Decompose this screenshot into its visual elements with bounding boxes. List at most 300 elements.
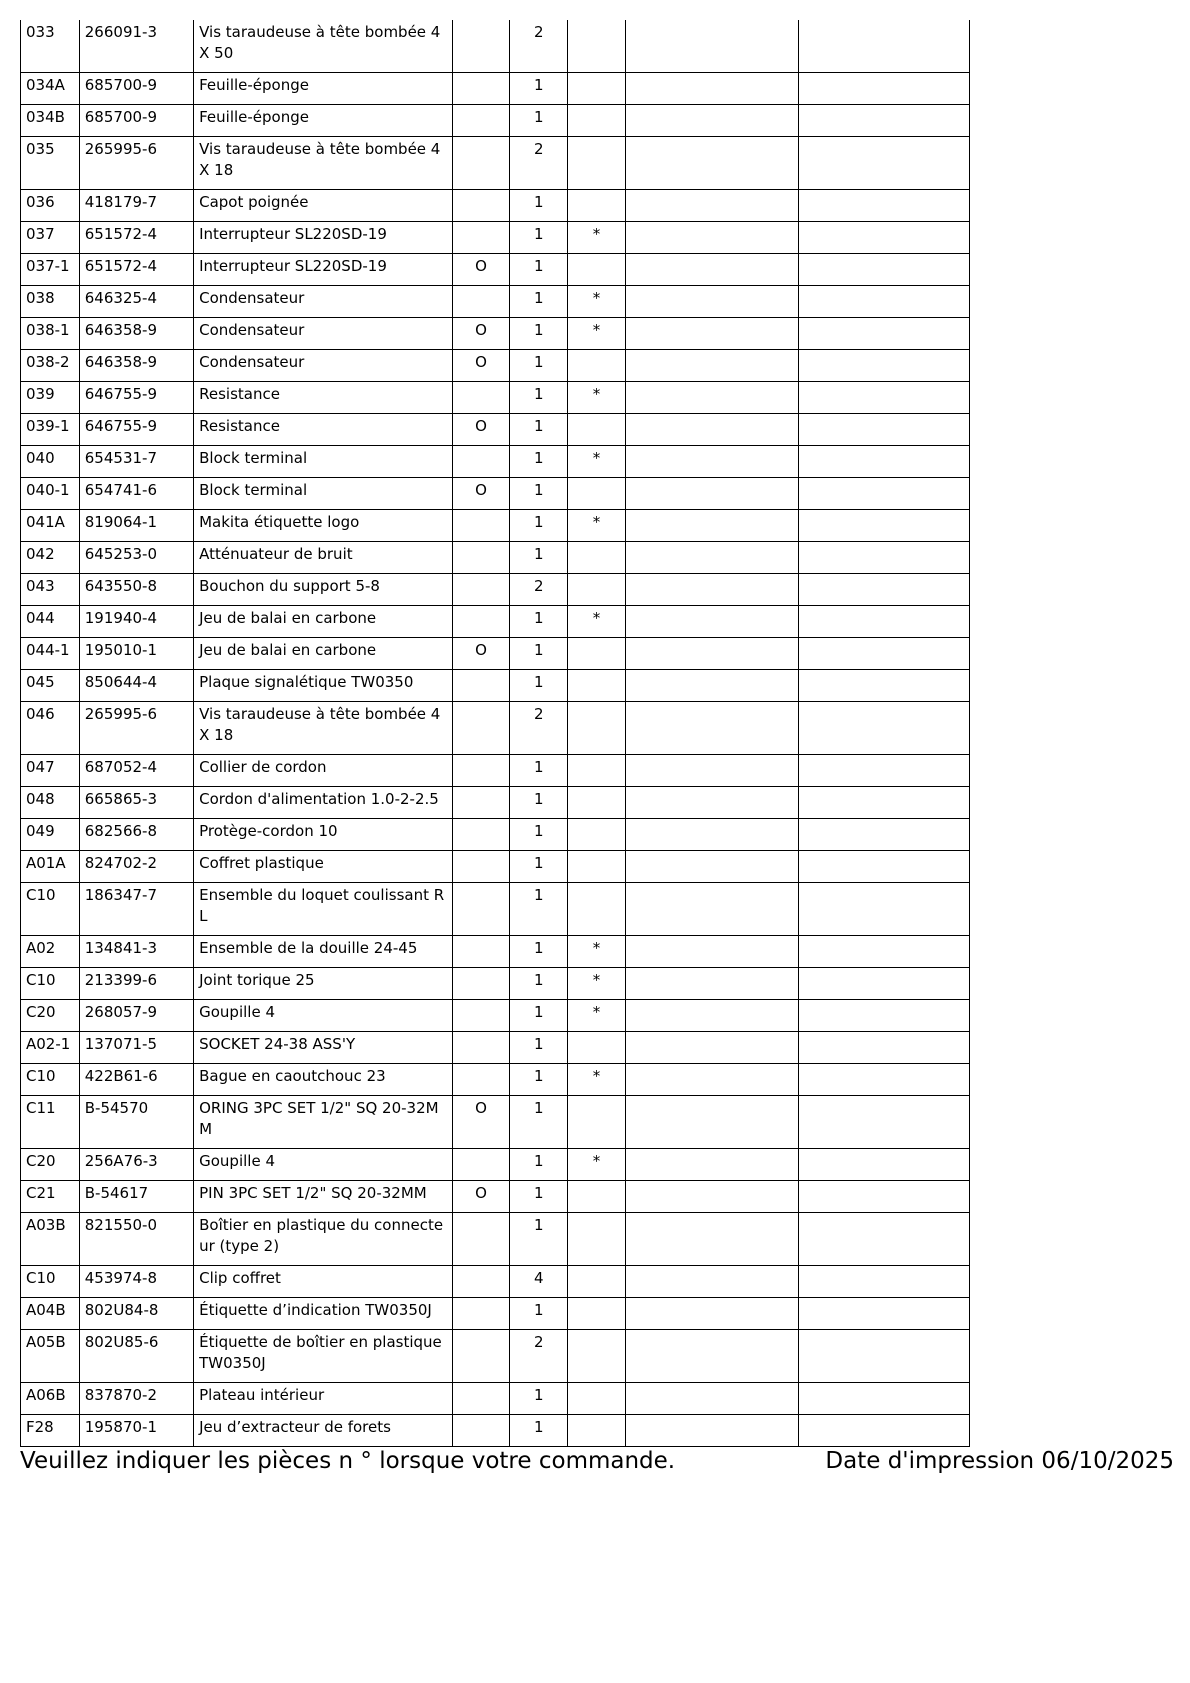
part-star-cell — [568, 670, 626, 702]
part-index-cell: 035 — [21, 137, 80, 190]
table-row — [21, 446, 970, 478]
blank-cell — [798, 542, 969, 574]
blank-cell — [625, 318, 798, 350]
part-reference-cell: 802U84-8 — [79, 1298, 193, 1330]
part-quantity-cell: 1 — [510, 1000, 568, 1032]
table-row — [21, 819, 970, 851]
part-mark-cell — [452, 446, 510, 478]
part-star-cell — [568, 20, 626, 73]
part-mark-cell — [452, 1149, 510, 1181]
part-mark-cell: O — [452, 478, 510, 510]
blank-cell — [798, 318, 969, 350]
table-row — [21, 318, 970, 350]
print-date: Date d'impression 06/10/2025 — [825, 1448, 1174, 1474]
part-description-cell: ORING 3PC SET 1/2" SQ 20-32M M — [194, 1096, 453, 1149]
part-description-cell: Vis taraudeuse à tête bombée 4X 18 — [194, 702, 453, 755]
part-quantity-cell: 1 — [510, 542, 568, 574]
part-mark-cell — [452, 20, 510, 73]
part-index-cell: 041A — [21, 510, 80, 542]
part-index-cell: C20 — [21, 1149, 80, 1181]
part-mark-cell — [452, 787, 510, 819]
blank-cell — [625, 286, 798, 318]
part-description-cell: Condensateur — [194, 350, 453, 382]
blank-cell — [625, 20, 798, 73]
parts-table-body — [21, 20, 970, 1447]
part-mark-cell — [452, 542, 510, 574]
part-quantity-cell: 1 — [510, 936, 568, 968]
table-row — [21, 1330, 970, 1383]
part-mark-cell — [452, 510, 510, 542]
part-star-cell: * — [568, 1000, 626, 1032]
part-star-cell: * — [568, 606, 626, 638]
part-quantity-cell: 1 — [510, 883, 568, 936]
part-reference-cell: 137071-5 — [79, 1032, 193, 1064]
part-description-cell: Interrupteur SL220SD-19 — [194, 222, 453, 254]
part-description-cell: Block terminal — [194, 478, 453, 510]
blank-cell — [798, 606, 969, 638]
part-star-cell — [568, 1415, 626, 1447]
blank-cell — [625, 851, 798, 883]
table-row — [21, 1266, 970, 1298]
part-star-cell: * — [568, 446, 626, 478]
table-row — [21, 787, 970, 819]
blank-cell — [625, 883, 798, 936]
part-index-cell: C10 — [21, 1266, 80, 1298]
part-quantity-cell: 1 — [510, 755, 568, 787]
part-mark-cell — [452, 382, 510, 414]
blank-cell — [625, 542, 798, 574]
part-reference-cell: 821550-0 — [79, 1213, 193, 1266]
table-row — [21, 755, 970, 787]
table-row — [21, 1383, 970, 1415]
part-star-cell — [568, 1213, 626, 1266]
part-description-cell: Feuille-éponge — [194, 73, 453, 105]
part-quantity-cell: 2 — [510, 137, 568, 190]
table-row — [21, 510, 970, 542]
part-quantity-cell: 1 — [510, 851, 568, 883]
part-index-cell: 034B — [21, 105, 80, 137]
part-index-cell: 033 — [21, 20, 80, 73]
part-quantity-cell: 1 — [510, 787, 568, 819]
blank-cell — [798, 1213, 969, 1266]
part-mark-cell — [452, 1000, 510, 1032]
part-description-cell: Boîtier en plastique du connecte ur (type 2) — [194, 1213, 453, 1266]
part-quantity-cell: 1 — [510, 1213, 568, 1266]
part-quantity-cell: 1 — [510, 638, 568, 670]
part-quantity-cell: 1 — [510, 1096, 568, 1149]
part-description-cell: Block terminal — [194, 446, 453, 478]
part-quantity-cell: 1 — [510, 414, 568, 446]
part-reference-cell: 256A76-3 — [79, 1149, 193, 1181]
part-reference-cell: 665865-3 — [79, 787, 193, 819]
blank-cell — [625, 968, 798, 1000]
blank-cell — [798, 1149, 969, 1181]
table-row — [21, 254, 970, 286]
part-reference-cell: 654741-6 — [79, 478, 193, 510]
part-index-cell: C20 — [21, 1000, 80, 1032]
blank-cell — [798, 350, 969, 382]
part-description-cell: Bague en caoutchouc 23 — [194, 1064, 453, 1096]
blank-cell — [798, 1096, 969, 1149]
table-row — [21, 574, 970, 606]
part-description-cell: Coffret plastique — [194, 851, 453, 883]
part-description-cell: Ensemble du loquet coulissant R L — [194, 883, 453, 936]
blank-cell — [798, 574, 969, 606]
part-reference-cell: 651572-4 — [79, 254, 193, 286]
part-quantity-cell: 1 — [510, 1032, 568, 1064]
part-description-cell: Clip coffret — [194, 1266, 453, 1298]
part-index-cell: 043 — [21, 574, 80, 606]
part-reference-cell: 651572-4 — [79, 222, 193, 254]
blank-cell — [625, 638, 798, 670]
table-row — [21, 1181, 970, 1213]
part-star-cell — [568, 1330, 626, 1383]
blank-cell — [625, 478, 798, 510]
part-star-cell — [568, 851, 626, 883]
part-quantity-cell: 1 — [510, 382, 568, 414]
part-reference-cell: 645253-0 — [79, 542, 193, 574]
part-mark-cell: O — [452, 1096, 510, 1149]
blank-cell — [798, 286, 969, 318]
part-star-cell: * — [568, 286, 626, 318]
blank-cell — [625, 510, 798, 542]
part-index-cell: A01A — [21, 851, 80, 883]
part-mark-cell — [452, 606, 510, 638]
part-mark-cell — [452, 883, 510, 936]
part-star-cell — [568, 883, 626, 936]
table-row — [21, 702, 970, 755]
part-reference-cell: 266091-3 — [79, 20, 193, 73]
blank-cell — [625, 1149, 798, 1181]
part-index-cell: 046 — [21, 702, 80, 755]
table-row — [21, 414, 970, 446]
part-reference-cell: 837870-2 — [79, 1383, 193, 1415]
blank-cell — [798, 137, 969, 190]
part-reference-cell: 643550-8 — [79, 574, 193, 606]
part-description-cell: Cordon d'alimentation 1.0-2-2.5 — [194, 787, 453, 819]
table-row — [21, 936, 970, 968]
part-star-cell — [568, 137, 626, 190]
blank-cell — [798, 755, 969, 787]
part-star-cell — [568, 1383, 626, 1415]
part-index-cell: 045 — [21, 670, 80, 702]
part-description-cell: Étiquette d’indication TW0350J — [194, 1298, 453, 1330]
part-reference-cell: 646325-4 — [79, 286, 193, 318]
part-mark-cell — [452, 670, 510, 702]
blank-cell — [625, 350, 798, 382]
blank-cell — [625, 1213, 798, 1266]
table-row — [21, 1000, 970, 1032]
table-row — [21, 968, 970, 1000]
part-star-cell — [568, 1298, 626, 1330]
part-star-cell — [568, 1096, 626, 1149]
table-row — [21, 382, 970, 414]
part-mark-cell — [452, 137, 510, 190]
blank-cell — [625, 222, 798, 254]
part-description-cell: Plateau intérieur — [194, 1383, 453, 1415]
part-index-cell: 039-1 — [21, 414, 80, 446]
part-reference-cell: 646755-9 — [79, 414, 193, 446]
part-index-cell: F28 — [21, 1415, 80, 1447]
part-star-cell — [568, 755, 626, 787]
part-mark-cell — [452, 1032, 510, 1064]
blank-cell — [625, 702, 798, 755]
blank-cell — [798, 478, 969, 510]
part-description-cell: Bouchon du support 5-8 — [194, 574, 453, 606]
blank-cell — [798, 105, 969, 137]
blank-cell — [625, 1181, 798, 1213]
part-description-cell: Plaque signalétique TW0350 — [194, 670, 453, 702]
part-reference-cell: 687052-4 — [79, 755, 193, 787]
part-reference-cell: 265995-6 — [79, 702, 193, 755]
table-row — [21, 20, 970, 73]
part-index-cell: C11 — [21, 1096, 80, 1149]
part-description-cell: Protège-cordon 10 — [194, 819, 453, 851]
table-row — [21, 73, 970, 105]
blank-cell — [798, 1415, 969, 1447]
part-reference-cell: 824702-2 — [79, 851, 193, 883]
part-index-cell: A02 — [21, 936, 80, 968]
part-mark-cell — [452, 1383, 510, 1415]
part-quantity-cell: 1 — [510, 73, 568, 105]
part-star-cell — [568, 478, 626, 510]
part-mark-cell — [452, 1415, 510, 1447]
part-quantity-cell: 1 — [510, 670, 568, 702]
part-star-cell: * — [568, 222, 626, 254]
blank-cell — [625, 1096, 798, 1149]
blank-cell — [798, 1330, 969, 1383]
part-description-cell: Goupille 4 — [194, 1149, 453, 1181]
table-row — [21, 883, 970, 936]
blank-cell — [798, 1298, 969, 1330]
blank-cell — [798, 446, 969, 478]
part-index-cell: A03B — [21, 1213, 80, 1266]
part-star-cell: * — [568, 936, 626, 968]
blank-cell — [625, 137, 798, 190]
part-mark-cell — [452, 574, 510, 606]
part-quantity-cell: 1 — [510, 286, 568, 318]
part-description-cell: Vis taraudeuse à tête bombée 4X 18 — [194, 137, 453, 190]
part-star-cell: * — [568, 318, 626, 350]
part-mark-cell — [452, 105, 510, 137]
part-mark-cell: O — [452, 350, 510, 382]
blank-cell — [798, 190, 969, 222]
part-index-cell: 038 — [21, 286, 80, 318]
table-row — [21, 1415, 970, 1447]
part-index-cell: 044 — [21, 606, 80, 638]
part-mark-cell — [452, 222, 510, 254]
part-quantity-cell: 1 — [510, 968, 568, 1000]
parts-table — [20, 20, 970, 1447]
part-index-cell: 036 — [21, 190, 80, 222]
part-mark-cell: O — [452, 414, 510, 446]
part-mark-cell — [452, 819, 510, 851]
blank-cell — [625, 105, 798, 137]
part-index-cell: 040-1 — [21, 478, 80, 510]
part-quantity-cell: 1 — [510, 254, 568, 286]
part-star-cell: * — [568, 1149, 626, 1181]
part-star-cell — [568, 638, 626, 670]
blank-cell — [798, 851, 969, 883]
blank-cell — [798, 1266, 969, 1298]
blank-cell — [798, 254, 969, 286]
part-star-cell — [568, 254, 626, 286]
part-index-cell: 039 — [21, 382, 80, 414]
part-star-cell — [568, 1266, 626, 1298]
part-quantity-cell: 1 — [510, 446, 568, 478]
part-quantity-cell: 1 — [510, 1383, 568, 1415]
table-row — [21, 1032, 970, 1064]
table-row — [21, 350, 970, 382]
part-mark-cell — [452, 755, 510, 787]
part-description-cell: Collier de cordon — [194, 755, 453, 787]
part-mark-cell: O — [452, 254, 510, 286]
part-star-cell — [568, 574, 626, 606]
table-row — [21, 638, 970, 670]
blank-cell — [625, 414, 798, 446]
part-index-cell: 044-1 — [21, 638, 80, 670]
part-reference-cell: 850644-4 — [79, 670, 193, 702]
part-star-cell: * — [568, 510, 626, 542]
blank-cell — [625, 755, 798, 787]
part-quantity-cell: 1 — [510, 1298, 568, 1330]
blank-cell — [798, 382, 969, 414]
blank-cell — [625, 1383, 798, 1415]
part-star-cell — [568, 787, 626, 819]
table-row — [21, 478, 970, 510]
blank-cell — [625, 382, 798, 414]
part-mark-cell — [452, 1298, 510, 1330]
part-index-cell: C21 — [21, 1181, 80, 1213]
part-index-cell: 038-2 — [21, 350, 80, 382]
part-quantity-cell: 1 — [510, 190, 568, 222]
part-mark-cell: O — [452, 638, 510, 670]
part-mark-cell — [452, 702, 510, 755]
blank-cell — [625, 73, 798, 105]
part-mark-cell — [452, 1330, 510, 1383]
part-quantity-cell: 2 — [510, 1330, 568, 1383]
part-mark-cell: O — [452, 1181, 510, 1213]
part-index-cell: 042 — [21, 542, 80, 574]
part-quantity-cell: 1 — [510, 222, 568, 254]
part-index-cell: 037-1 — [21, 254, 80, 286]
part-index-cell: C10 — [21, 968, 80, 1000]
part-description-cell: Jeu d’extracteur de forets — [194, 1415, 453, 1447]
part-index-cell: A02-1 — [21, 1032, 80, 1064]
table-row — [21, 542, 970, 574]
part-star-cell — [568, 542, 626, 574]
part-mark-cell — [452, 1213, 510, 1266]
table-row — [21, 105, 970, 137]
blank-cell — [625, 1415, 798, 1447]
part-index-cell: 034A — [21, 73, 80, 105]
blank-cell — [625, 1266, 798, 1298]
table-row — [21, 222, 970, 254]
part-star-cell — [568, 1181, 626, 1213]
part-description-cell: Resistance — [194, 414, 453, 446]
part-reference-cell: 195010-1 — [79, 638, 193, 670]
part-star-cell — [568, 73, 626, 105]
part-description-cell: Condensateur — [194, 286, 453, 318]
part-mark-cell — [452, 1266, 510, 1298]
part-reference-cell: 418179-7 — [79, 190, 193, 222]
part-mark-cell — [452, 968, 510, 1000]
part-description-cell: PIN 3PC SET 1/2" SQ 20-32MM — [194, 1181, 453, 1213]
part-index-cell: A04B — [21, 1298, 80, 1330]
blank-cell — [625, 1064, 798, 1096]
part-index-cell: 038-1 — [21, 318, 80, 350]
part-description-cell: Jeu de balai en carbone — [194, 638, 453, 670]
part-reference-cell: 654531-7 — [79, 446, 193, 478]
blank-cell — [625, 1000, 798, 1032]
part-reference-cell: B-54617 — [79, 1181, 193, 1213]
part-quantity-cell: 1 — [510, 1064, 568, 1096]
part-description-cell: Goupille 4 — [194, 1000, 453, 1032]
blank-cell — [798, 968, 969, 1000]
blank-cell — [798, 670, 969, 702]
part-reference-cell: 646358-9 — [79, 318, 193, 350]
part-quantity-cell: 1 — [510, 1181, 568, 1213]
part-reference-cell: 191940-4 — [79, 606, 193, 638]
blank-cell — [798, 510, 969, 542]
part-quantity-cell: 1 — [510, 105, 568, 137]
order-instruction-note: Veuillez indiquer les pièces n ° lorsque votre commande. — [20, 1448, 676, 1474]
part-quantity-cell: 1 — [510, 318, 568, 350]
part-mark-cell: O — [452, 318, 510, 350]
blank-cell — [625, 606, 798, 638]
part-description-cell: Interrupteur SL220SD-19 — [194, 254, 453, 286]
table-row — [21, 137, 970, 190]
part-reference-cell: 265995-6 — [79, 137, 193, 190]
part-quantity-cell: 1 — [510, 1149, 568, 1181]
blank-cell — [625, 787, 798, 819]
part-star-cell — [568, 702, 626, 755]
part-reference-cell: 453974-8 — [79, 1266, 193, 1298]
blank-cell — [625, 936, 798, 968]
blank-cell — [798, 638, 969, 670]
part-reference-cell: 186347-7 — [79, 883, 193, 936]
part-star-cell — [568, 105, 626, 137]
part-description-cell: Capot poignée — [194, 190, 453, 222]
blank-cell — [625, 1298, 798, 1330]
table-row — [21, 606, 970, 638]
part-quantity-cell: 2 — [510, 702, 568, 755]
table-row — [21, 1149, 970, 1181]
table-row — [21, 286, 970, 318]
blank-cell — [625, 819, 798, 851]
part-mark-cell — [452, 286, 510, 318]
part-reference-cell: 134841-3 — [79, 936, 193, 968]
table-row — [21, 1298, 970, 1330]
blank-cell — [625, 574, 798, 606]
table-row — [21, 1064, 970, 1096]
blank-cell — [625, 446, 798, 478]
part-quantity-cell: 4 — [510, 1266, 568, 1298]
part-reference-cell: 422B61-6 — [79, 1064, 193, 1096]
part-index-cell: 049 — [21, 819, 80, 851]
part-quantity-cell: 1 — [510, 350, 568, 382]
part-description-cell: Vis taraudeuse à tête bombée 4X 50 — [194, 20, 453, 73]
table-row — [21, 1213, 970, 1266]
part-description-cell: Joint torique 25 — [194, 968, 453, 1000]
blank-cell — [798, 1000, 969, 1032]
blank-cell — [798, 222, 969, 254]
blank-cell — [798, 936, 969, 968]
part-reference-cell: 819064-1 — [79, 510, 193, 542]
part-description-cell: Resistance — [194, 382, 453, 414]
part-mark-cell — [452, 936, 510, 968]
part-description-cell: Feuille-éponge — [194, 105, 453, 137]
